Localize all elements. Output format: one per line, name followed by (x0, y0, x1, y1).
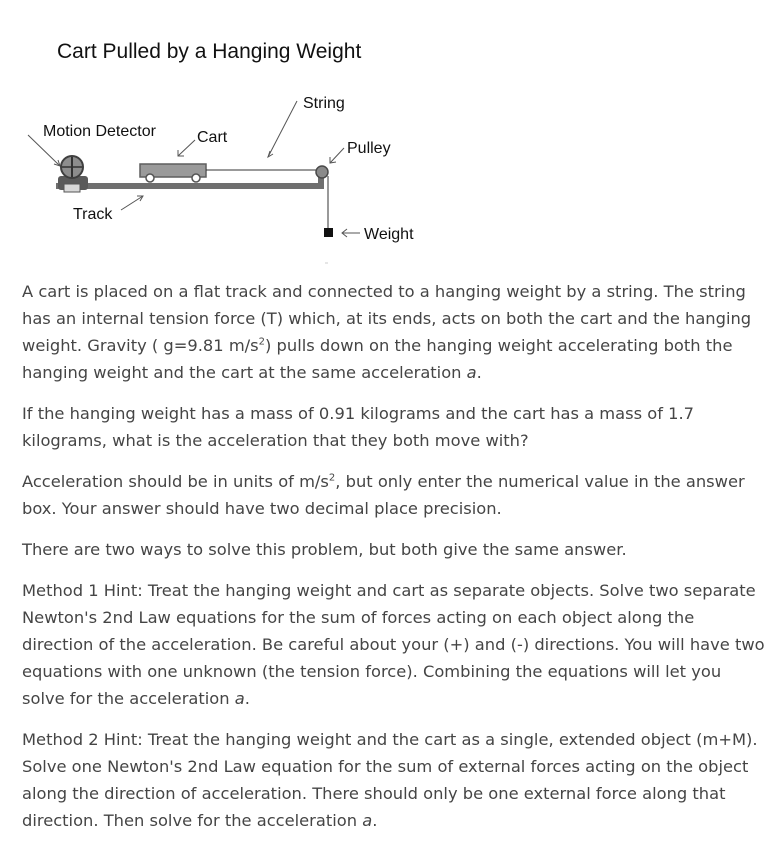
problem-paragraph-2: If the hanging weight has a mass of 0.91 kilograms and the cart has a mass of 1.7 kilograms, what is the acceleration that they both move with? (22, 404, 695, 450)
label-motion-detector: Motion Detector (43, 123, 156, 140)
hanging-weight (324, 228, 333, 237)
units-instructions: Acceleration should be in units of $m/s^2$, but only enter the numerical value in the answer box. Your answer should have two decimal place precision. (22, 472, 745, 518)
cart-diagram (0, 0, 782, 270)
methods-intro: There are two ways to solve this problem, but both give the same answer. (22, 540, 627, 559)
cart (140, 164, 206, 182)
label-track: Track (73, 206, 113, 223)
track (56, 183, 322, 189)
problem-text (22, 278, 767, 848)
motion-detector (58, 156, 88, 192)
label-pulley: Pulley (347, 140, 391, 157)
label-cart: Cart (197, 129, 228, 146)
problem-paragraph-1: A cart is placed on a flat track and connected to a hanging weight by a string. The string has an internal tension force (T) which, at its ends, acts on both the cart and the hanging weight. Gravity ( g=9.81 $m/s^2$) pulls down on the hanging weight accelerating both the hanging weight and the cart at the same acceleration a. (22, 282, 752, 382)
method-1-hint: Method 1 Hint: Treat the hanging weight and cart as separate objects. Solve two separate Newton's 2nd Law equations for the sum of forces acting on each object along the direction of the acceleration. Be careful about your (+) and (-) directions. You will have two equations with one unknown (the tension force). Combining the equations will let you solve for the acceleration a. (22, 581, 765, 708)
label-string: String (303, 95, 345, 112)
label-weight: Weight (364, 226, 414, 243)
method-2-hint: Method 2 Hint: Treat the hanging weight and the cart as a single, extended object (m+M). Solve one Newton's 2nd Law equation for the sum of external forces acting on the object along the direction of acceleration. There should only be one external force along that direction. Then solve for the acceleration a. (22, 730, 758, 830)
diagram-title: Cart Pulled by a Hanging Weight (57, 40, 362, 63)
